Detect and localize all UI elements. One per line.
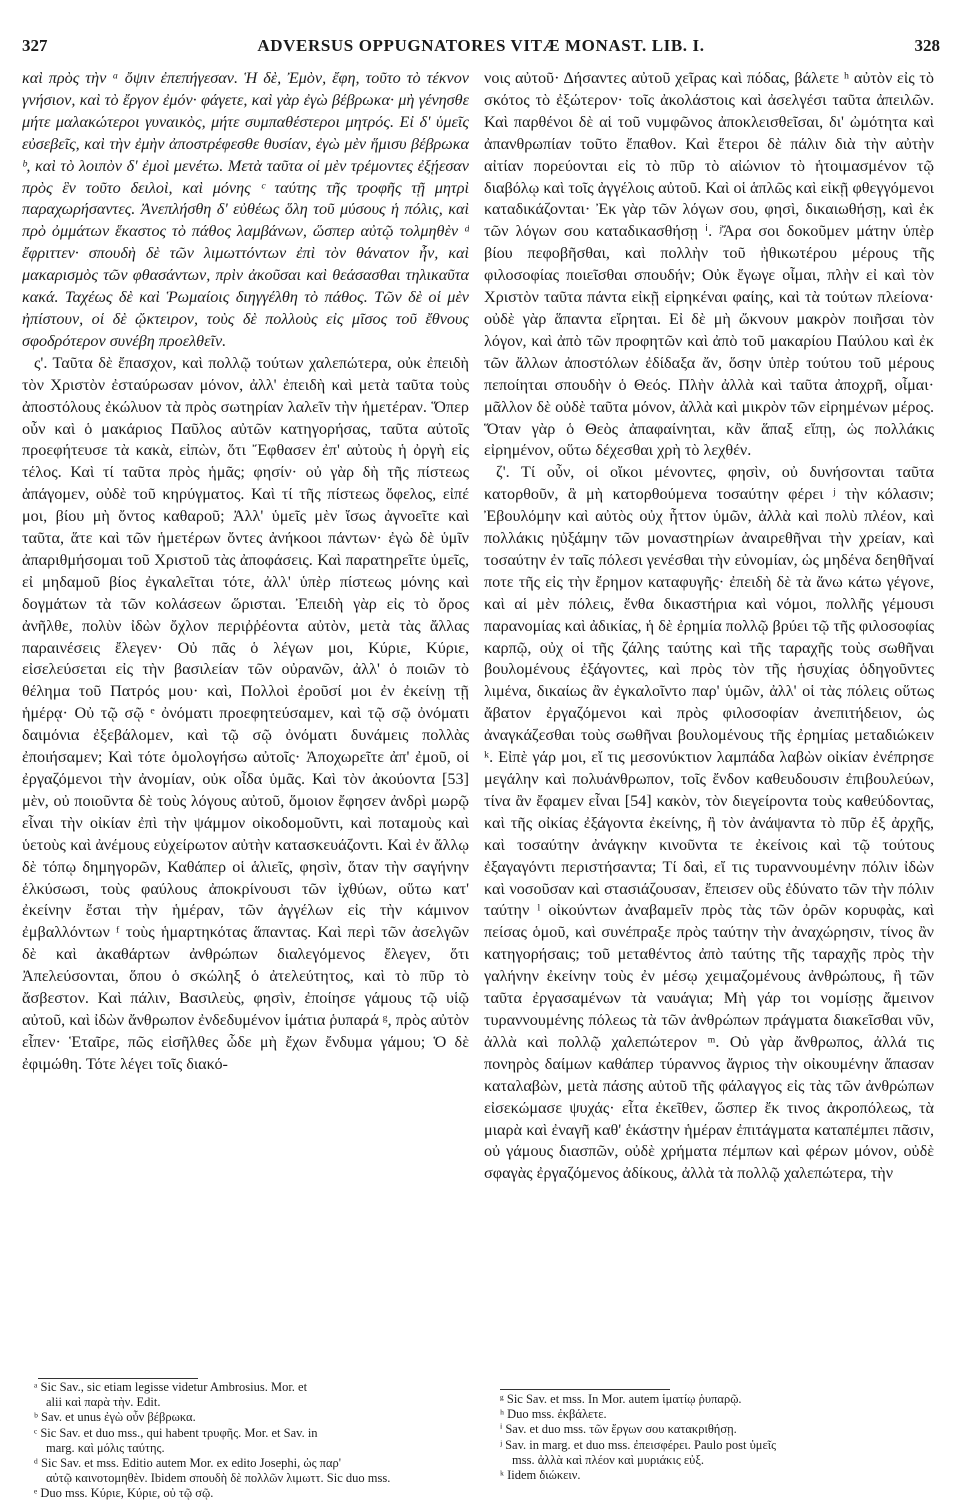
footnote-line: marg. καὶ μόλις ταύτης. <box>46 1440 165 1455</box>
running-header <box>22 36 940 60</box>
footnote-line: αὐτῷ καινοτομηθὲν. Ibidem σπουδὴ δὲ πολλῶν λιμωττ. Sic duo mss. <box>46 1471 391 1486</box>
footnote-line: alii καὶ παρὰ τὴν. Edit. <box>46 1395 161 1410</box>
footnote-line: ʲ Sav. in marg. et duo mss. ἐπεισφέρει. Paulo post ὑμεῖς <box>500 1437 777 1452</box>
footnote-divider <box>38 1378 198 1379</box>
paragraph: ς'. Ταῦτα δὲ ἔπασχον, καὶ πολλῷ τούτων χαλεπώτερα, οὐκ ἐπειδὴ τὸν Χριστὸν ἐσταύρωσαν μόνον, ἀλλ' ἐπειδὴ καὶ μετὰ ταῦτα τοὺς ἀποστόλους ἐκώλυον τὰ πρὸς σωτηρίαν λαλεῖν τὴν ἡμετέραν. Ὅπερ οὖν καὶ ὁ μακάριος Παῦλος αὐτῶν κατηγορήσας, ταῦτα αὐτοῖς προεφήτευσε τὰ κακὰ, εἰπὼν, ὅτι Ἔφθασεν ἐπ' αὐτοὺς ἡ ὀργὴ εἰς τέλος. Καὶ τί ταῦτα πρὸς ἡμᾶς; φησίν· οὐ γὰρ δὴ τῆς πίστεως ἀπάγομεν, οὐδὲ τοῦ κηρύγματος. Καὶ τί τῆς πίστεως ὄφελος, εἰπέ μοι, βίου μὴ ὄντος καθαροῦ; Ἀλλ' ὑμεῖς μὲν ἴσως ἀγνοεῖτε καὶ ταῦτα, ἅτε καὶ τῶν ἡμετέρων ὄντες ἀνήκοοι πάντων· ἐγὼ δὲ ὑμῖν ἀπαριθμήσομαι τοῦ Χριστοῦ τὰς ἀποφάσεις. Καὶ παρατηρεῖτε ὑμεῖς, εἰ μηδαμοῦ βίος ἐγκαλεῖται τότε, ἀλλ' ὑπὲρ πίστεως μόνης καὶ δογμάτων τὰ τῶν κολάσεων ὥρισται. Ἐπειδὴ γὰρ εἰς τὸ ὄρος ἀνῆλθε, πολὺν ἰδὼν ὄχλον περιῤῥέοντα αὐτὸν, μετὰ τὰς ἄλλας παραινέσεις ἔλεγεν· Οὐ πᾶς ὁ λέγων μοι, Κύριε, Κύριε, εἰσελεύσεται εἰς τὴν βασιλείαν τῶν οὐρανῶν, ἀλλ' ὁ ποιῶν τὸ θέλημα τοῦ Πατρός μου· καὶ, Πολλοὶ ἐροῦσί μοι ἐν ἐκείνῃ τῇ ἡμέρᾳ· Οὐ τῷ σῷ ᵉ ὀνόματι προεφητεύσαμεν, καὶ τῷ σῷ ὀνόματι δαιμόνια ἐξεβάλομεν, καὶ τῷ σῷ ὀνόματι δυνάμεις πολλὰς ἐποιήσαμεν; Καὶ τότε ὁμολογήσω αὐτοῖς· Ἀποχωρεῖτε ἀπ' ἐμοῦ, οἱ ἐργαζόμενοι τὴν ἀνομίαν, οὐκ οἶδα ὑμᾶς. Καὶ τὸν ἀκούοντα [53] μὲν, οὐ ποιοῦντα δὲ τοὺς λόγους αὐτοῦ, ὅμοιον ἔφησεν ἀνδρὶ μωρῷ εἶναι τὴν οἰκίαν ἐπὶ τὴν ψάμμον οἰκοδομοῦντι, καὶ ποταμοὺς καὶ ὑετοὺς καὶ ἀνέμους εὐχείρωτον αὐτὴν κατασκευάζοντι. Καὶ ἐν ἄλλῳ δὲ τόπῳ δημηγορῶν, Καθάπερ οἱ ἁλιεῖς, φησὶν, ὅταν τὴν σαγήνην ἑλκύσωσι, τοὺς φαύλους ἀποκρίνουσι τῶν ἰχθύων, οὕτω κατ' ἐκείνην ἔσται τὴν ἡμέραν, τῶν ἀγγέλων εἰς τὴν κάμινον ἐμβαλλόντων ᶠ τοὺς ἡμαρτηκότας ἅπαντας. Καὶ περὶ τῶν ἀσελγῶν δὲ καὶ ἀκαθάρτων ἀνθρώπων διαλεγόμενος ἔλεγεν, ὅτι Ἀπελεύσονται, ὅπου ὁ σκώληξ ὁ ἀτελεύτητος, καὶ τὸ πῦρ τὸ ἄσβεστον. Καὶ πάλιν, Βασιλεὺς, φησὶν, ἐποίησε γάμους τῷ υἱῷ αὐτοῦ, καὶ ἰδὼν ἄνθρωπον ἐνδεδυμένον ἱμάτια ῥυπαρά ᵍ, πρὸς αὐτὸν εἶπεν· Ἑταῖρε, πῶς εἰσῆλθες ὧδε μὴ ἔχων ἔνδυμα γάμου; Ὁ δὲ ἐφιμώθη. Τότε λέγει τοῖς διακό- <box>22 353 469 1073</box>
paragraph: ζ'. Τί οὖν, οἱ οἴκοι μένοντες, φησὶν, οὐ δυνήσονται ταῦτα κατορθοῦν, ἃ μὴ κατορθούμενα τοσαύτην φέρει ʲ τὴν κόλασιν; Ἐβουλόμην καὶ αὐτὸς οὐχ ἧττον ὑμῶν, ἀλλὰ καὶ πολὺ πλέον, καὶ πολλάκις ηὐξάμην τῶν μοναστηρίων ἀναιρεθῆναι τὴν χρείαν, καὶ τοσαύτην ἐν ταῖς πόλεσι γενέσθαι τὴν εὐνομίαν, ὡς μηδένα δεηθῆναί ποτε τῆς εἰς τὴν ἔρημον καταφυγῆς· ἐπειδὴ δὲ τὰ ἄνω κάτω γέγονε, καὶ αἱ μὲν πόλεις, ἔνθα δικαστήρια καὶ νόμοι, πολλῆς γέμουσι παρανομίας καὶ ἀδικίας, ἡ δὲ ἐρημία πολλῷ βρύει τῷ τῆς φιλοσοφίας καρπῷ, οὐχ οἱ τῆς ζάλης ταύτης καὶ τῆς ταραχῆς τοὺς σωθῆναι βουλομένους ἐξάγοντες, καὶ πρὸς τὸν τῆς ἡσυχίας ὁδηγοῦντες λιμένα, δικαίως ἂν ἐγκαλοῖντο παρ' ὑμῶν, ἀλλ' οἱ τὰς πόλεις οὕτως ἄβατον ἐργαζόμενοι καὶ πρὸς φιλοσοφίαν ἀνεπιτήδειον, ὡς ἀναγκάζεσθαι τοὺς σωθῆναι βουλομένους τῆς ἐρημίας μεταδιώκειν ᵏ. Εἰπὲ γάρ μοι, εἴ τις μεσονύκτιον λαμπάδα λαβὼν οἰκίαν ἐνέπρησε μεγάλην καὶ πολυάνθρωπον, τοῖς ἔνδον καθευδουσιν ἐπιβουλεύων, τίνα ἂν ἔφαμεν εἶναι [54] κακὸν, τὸν διεγείροντα τοὺς καθεύδοντας, καὶ τῆς οἰκίας ἐξάγοντα ἐκείνης, ἢ τὸν ἀνάψαντα τὸ πῦρ ἐξ ἀρχῆς, καὶ τοσαύτην ἀνάγκην κινοῦντα τε ἐκείνοις καὶ τῷ τούτους ἐξαγαγόντι περιστήσαντα; Τί δαὶ, εἴ τις τυραννουμένην πόλιν ἰδὼν καὶ νοσοῦσαν καὶ στασιάζουσαν, ἔπεισεν οὓς ἐδύνατο τῶν τὴν πόλιν ταύτην ˡ οἰκούντων ἀναβαμεῖν πρὸς τὰς τῶν ὀρῶν κορυφὰς, καὶ πείσας ὁμοῦ, καὶ συνέπραξε πρὸς ταύτην τὴν ἀναχώρησιν, τίνος ἂν κατηγορήσαις; τοῦ μεταθέντος ἀπὸ ταύτης τῆς ταραχῆς πρὸς τὴν γαλήνην ἐκείνην τοὺς ἐν μέσῳ χειμαζομένους ἀνθρώπους, ἢ τῶν ταῦτα ἐργασαμένων τὰ ναυάγια; Μὴ γάρ τοι νομίσῃς ἄμεινον τυραννουμένης πόλεως τὰ τῶν ἀνθρώπων πράγματα διακεῖσθαι νῦν, ἀλλὰ καὶ πολλῷ χαλεπώτερον ᵐ. Οὐ γὰρ ἄνθρωπος, ἀλλά τις πονηρὸς δαίμων καθάπερ τύραννος ἄγριος τὴν οἰκουμένην ἅπασαν καταλαβὼν, μετὰ πάσης αὐτοῦ τῆς φάλαγγος εἰς τὰς τῶν ἀνθρώπων εἰσεκώμασε ψυχάς· εἶτα ἐκεῖθεν, ὥσπερ ἔκ τινος ἀκροπόλεως, τὰ μιαρὰ καὶ ἐναγῆ καθ' ἑκάστην ἡμέραν ἐπιτάγματα καταπέμπει πᾶσιν, οὐ γάμους διασπῶν, οὐδὲ χρήματα πέμπων καὶ φέρων μόνον, οὐδὲ σφαγὰς ἐργαζόμενος ἀδίκους, ἀλλὰ τὰ πολλῷ χαλεπώτερα, τὴν <box>484 463 934 1183</box>
footnote-line: ᶜ Sic Sav. et duo mss., qui habent τρυφῆς. Mor. et Sav. in <box>34 1425 318 1440</box>
right-column <box>484 68 934 1448</box>
paragraph: καὶ πρὸς τὴν ᵃ ὄψιν ἐπεπήγεσαν. Ἡ δὲ, Ἐμὸν, ἔφη, τοῦτο τὸ τέκνον γνήσιον, καὶ τὸ ἔργον ἐμόν· φάγετε, καὶ γὰρ ἐγὼ βέβρωκα· μὴ γένησθε μήτε μαλακώτεροι γυναικὸς, μήτε συμπαθέστεροι μητρός. Εἰ δ' ὑμεῖς εὐσεβεῖς, καὶ τὴν ἐμὴν ἀποστρέφεσθε θυσίαν, ἐγὼ μὲν ἥμισυ βέβρωκα ᵇ, καὶ τὸ λοιπὸν δ' ἐμοὶ μενέτω. Μετὰ ταῦτα οἱ μὲν τρέμοντες ἐξῄεσαν πρὸς ἓν τοῦτο δειλοὶ, καὶ μόνης ᶜ ταύτης τῆς τροφῆς τῇ μητρὶ παραχωρήσαντες. Ἀνεπλήσθη δ' εὐθέως ὅλη τοῦ μύσους ἡ πόλις, καὶ πρὸ ὀμμάτων ἕκαστος τὸ πάθος λαμβάνων, ὥσπερ αὐτῷ τολμηθὲν ᵈ ἔφριττεν· σπουδὴ δὲ τῶν λιμωττόντων ἐπὶ τὸν θάνατον ἦν, καὶ μακαρισμὸς τῶν φθασάντων, πρὶν ἀκοῦσαι καὶ θεάσασθαι τηλικαῦτα κακά. Ταχέως δὲ καὶ Ῥωμαίοις διηγγέλθη τὸ πάθος. Τῶν δὲ οἱ μὲν ἠπίστουν, οἱ δὲ ᾤκτειρον, τοὺς δὲ πολλοὺς εἰς μῖσος τοῦ ἔθνους σφοδρότερον συνέβη προελθεῖν. <box>22 69 469 350</box>
running-title: ADVERSUS OPPUGNATORES VITÆ MONAST. LIB. I. <box>257 36 705 55</box>
footnote-divider <box>500 1389 670 1390</box>
footnote-line: ᵏ Iidem διώκειν. <box>500 1468 581 1483</box>
footnote-line: ⁱ Sav. et duo mss. τῶν ἔργων σου κατακριθήσῃ. <box>500 1422 737 1437</box>
footnote-line: ᵃ Sic Sav., sic etiam legisse videtur Ambrosius. Mor. et <box>34 1380 308 1394</box>
footnotes-right <box>500 1392 930 1483</box>
footnote-line: ᵇ Sav. et unus ἐγὼ οὖν βέβρωκα. <box>34 1410 196 1425</box>
page-number-left: 327 <box>22 36 48 55</box>
footnote-line: ᵈ Sic Sav. et mss. Editio autem Mor. ex edito Josephi, ὡς παρ' <box>34 1456 342 1471</box>
footnotes-left <box>34 1380 464 1502</box>
footnote-line: mss. ἀλλὰ καὶ πλέον καὶ μυριάκις εὐξ. <box>512 1452 705 1467</box>
footnote-line: ʰ Duo mss. ἐκβάλετε. <box>500 1407 607 1422</box>
left-column <box>22 68 469 1448</box>
footnote-line: ᵍ Sic Sav. et mss. In Mor. autem ἱματίῳ ῥυπαρῷ. <box>500 1392 742 1406</box>
page-number-right: 328 <box>914 36 940 55</box>
paragraph: νοις αὐτοῦ· Δήσαντες αὐτοῦ χεῖρας καὶ πόδας, βάλετε ʰ αὐτὸν εἰς τὸ σκότος τὸ ἐξώτερον· τοῖς ἀκολάστοις καὶ ἀσελγέσι ταῦτα ἀπειλῶν. Καὶ παρθένοι δὲ αἱ τοῦ νυμφῶνος ἀποκλεισθεῖσαι, δι' ὠμότητα καὶ ἀπανθρωπίαν τοῦτο ἔπαθον. Καὶ ἕτεροι δὲ πάλιν διὰ τὴν αὐτὴν αἰτίαν πορεύονται εἰς τὸ πῦρ τὸ αἰώνιον τὸ ἡτοιμασμένον τῷ διαβόλῳ καὶ τοῖς ἀγγέλοις αὐτοῦ. Καὶ οἱ ἁπλῶς καὶ εἰκῇ φθεγγόμενοι καταδικάζονται· Ἐκ γὰρ τῶν λόγων σου, φησὶ, δικαιωθήσῃ, καὶ ἐκ τῶν λόγων σου καταδικασθήσῃ ⁱ. ʲἌρα σοι δοκοῦμεν μάτην ὑπὲρ βίου πεφοβῆσθαι, καὶ πολλὴν τοῦ ἠθικωτέρου μέρους τῆς φιλοσοφίας ποιεῖσθαι σπουδήν; Οὐκ ἔγωγε οἶμαι, πλὴν εἰ καὶ τὸν Χριστὸν ταῦτα πάντα εἰκῇ εἰρηκέναι φαίης, καὶ τὰ τούτων πλείονα· οὐδὲ γὰρ ἅπαντα εἴρηται. Εἰ δὲ μὴ ὤκνουν μακρὸν ποιῆσαι τὸν λόγον, καὶ ἀπὸ τῶν προφητῶν καὶ ἀπὸ τοῦ μακαρίου Παύλου καὶ ἐκ τῶν ἄλλων ἀποστόλων ἐδίδαξα ἄν, ὅσην ὑπὲρ τούτου τοῦ μέρους πεποίηται σπουδὴν ὁ Θεός. Πλὴν ἀλλὰ καὶ ταῦτα ἀποχρῆ, οἶμαι· μᾶλλον δὲ οὐδὲ ταῦτα μόνον, ἀλλὰ καὶ μικρὸν τῶν εἰρημένων μέρος. Ὅταν γὰρ ὁ Θεὸς ἀπαφαίνηται, κἂν ἅπαξ εἴπῃ, ὡς πολλάκις εἰρημένον, οὕτω δέχεσθαι χρὴ τὸ λεχθέν. <box>484 69 934 460</box>
footnote-line: ᵉ Duo mss. Κύριε, Κύριε, οὐ τῷ σῷ. <box>34 1486 214 1501</box>
